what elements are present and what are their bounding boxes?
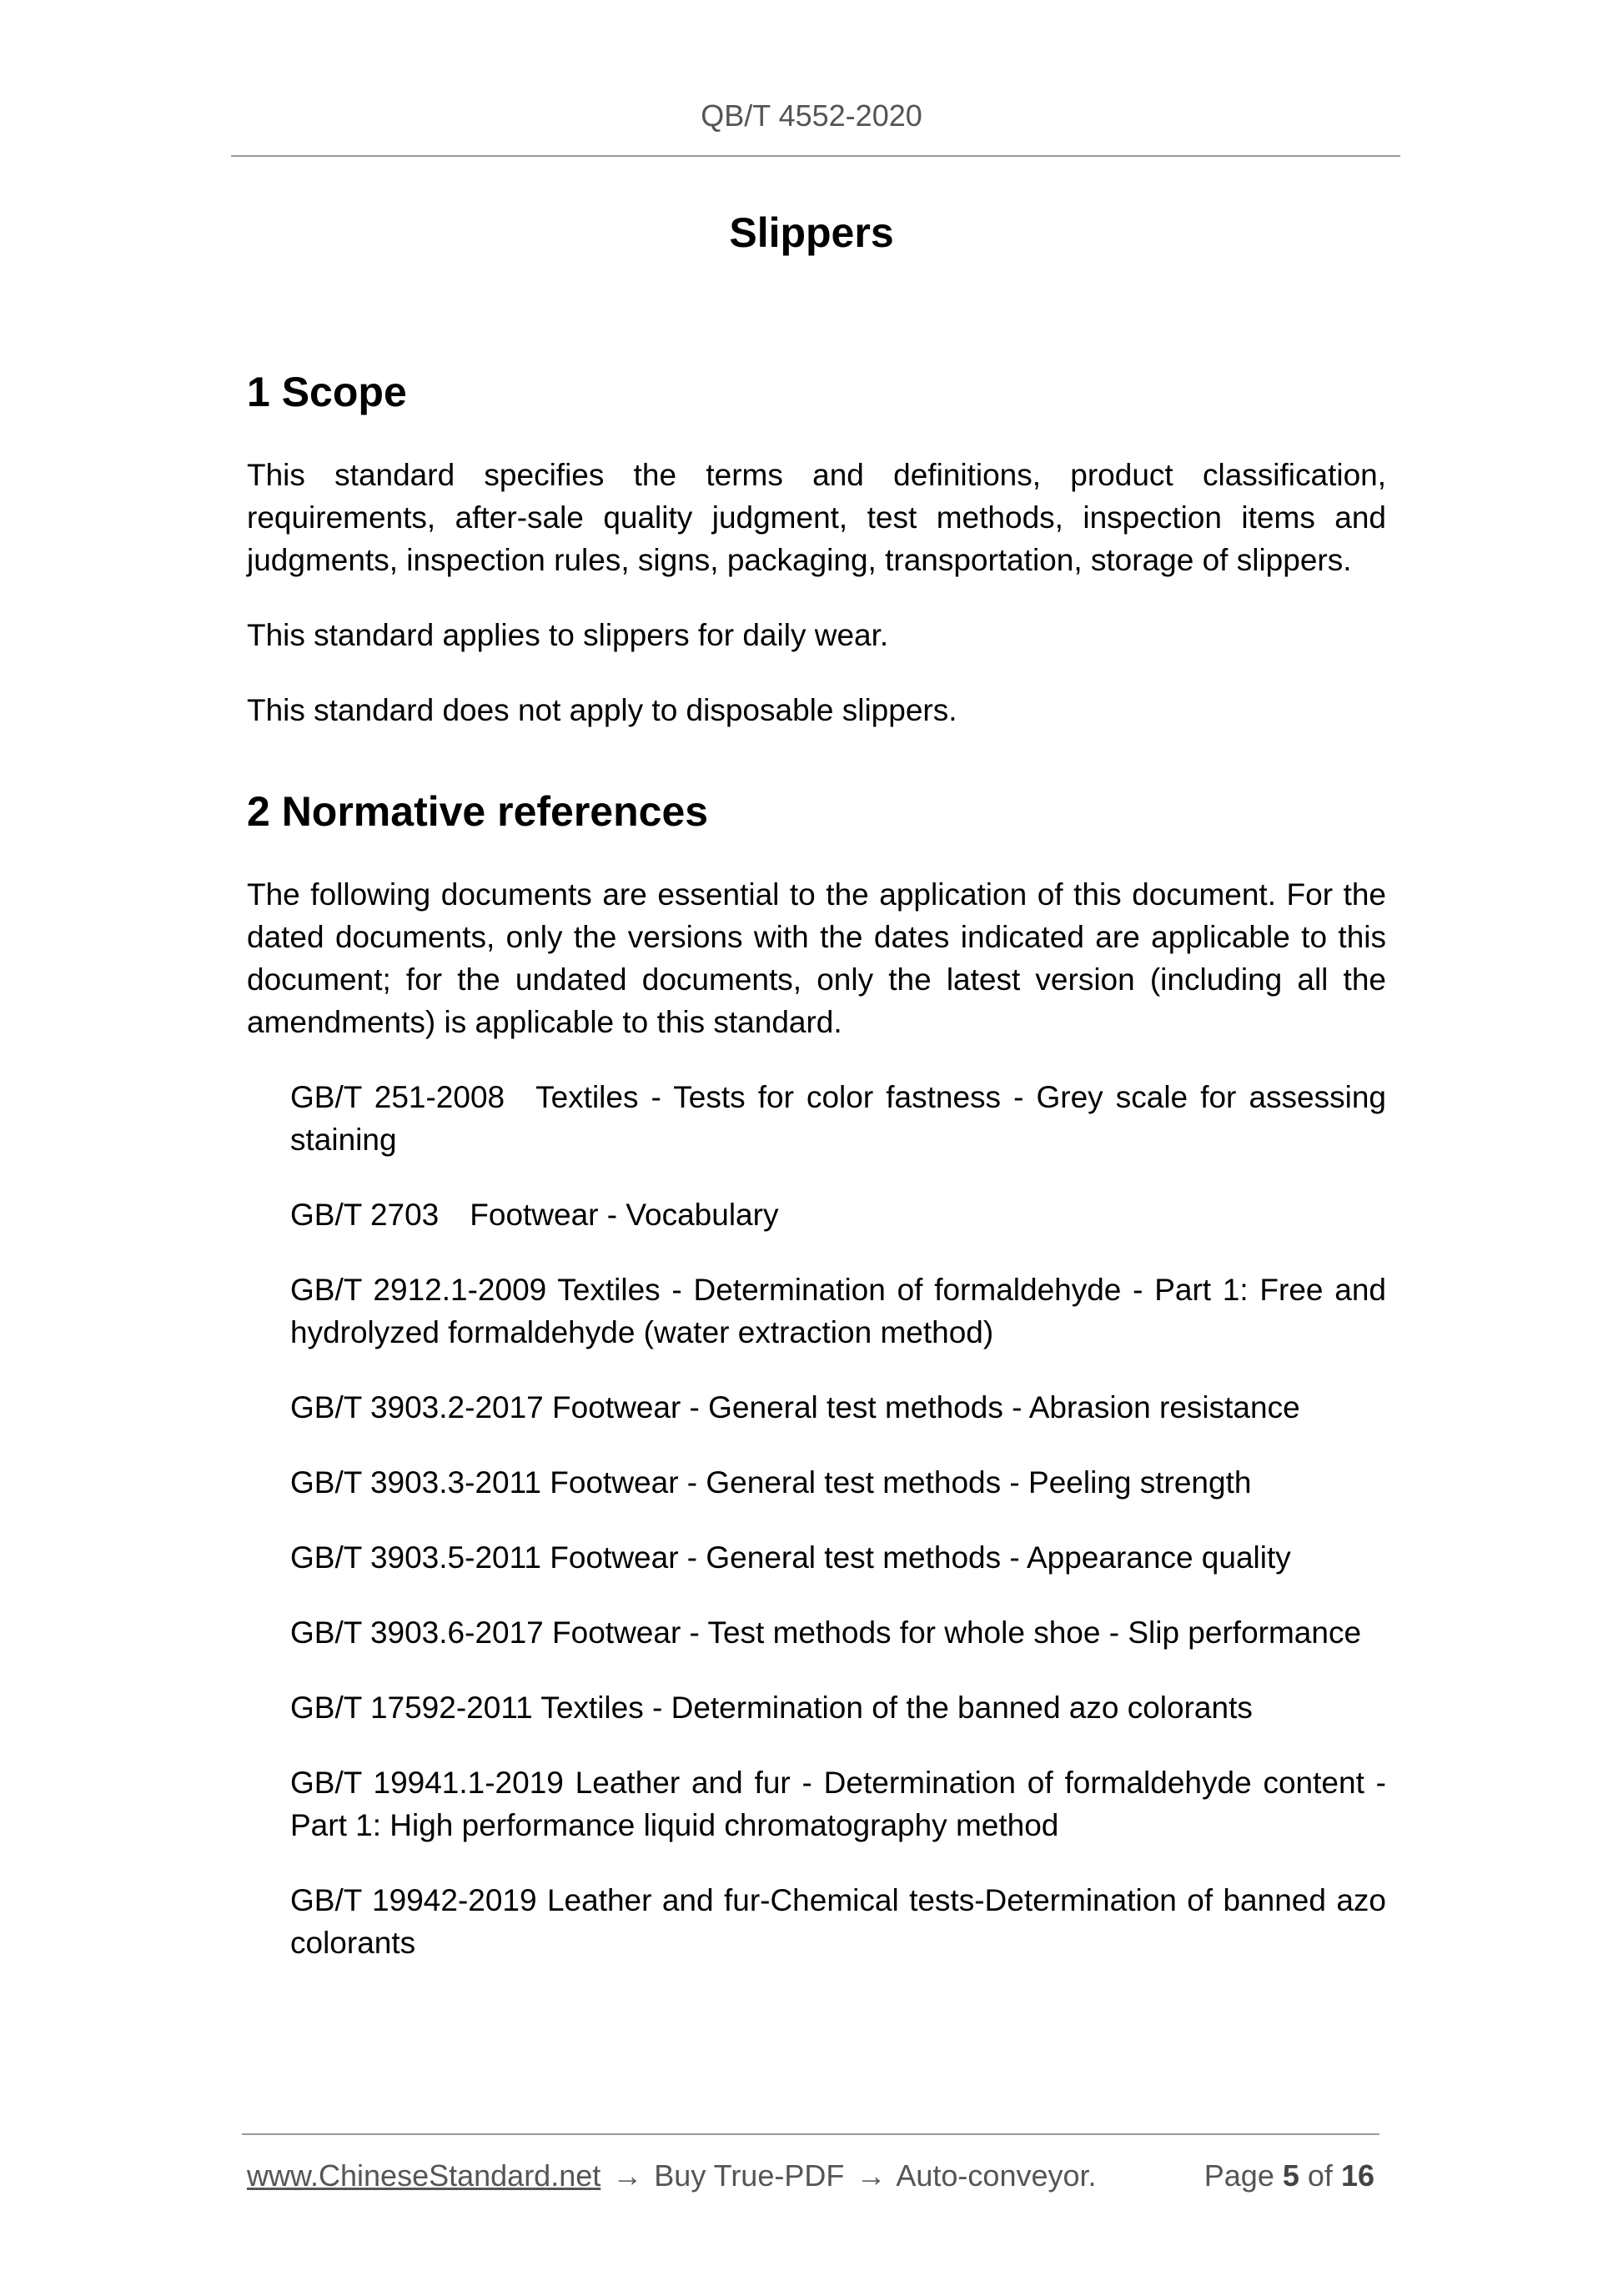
current-page-number: 5 <box>1282 2158 1299 2193</box>
arrow-right-icon: → <box>612 2158 643 2193</box>
scope-paragraph-3: This standard does not apply to disposable slippers. <box>247 693 957 727</box>
of-label: of <box>1307 2158 1333 2193</box>
page-content <box>247 367 1386 1997</box>
scope-paragraph-1: This standard specifies the terms and definitions, product classification, requirements, after-sale quality judgment, test methods, inspection items and judgments, inspection rules, signs, packaging, transportation, storage of slippers. <box>247 458 1386 577</box>
site-link[interactable]: www.ChineseStandard.net <box>247 2158 601 2193</box>
reference-list <box>247 1076 1386 1964</box>
scope-paragraph-2: This standard applies to slippers for daily wear. <box>247 618 889 652</box>
reference-item: GB/T 3903.6-2017 Footwear - Test methods for whole shoe - Slip performance <box>290 1615 1362 1650</box>
section-heading-normative-references: 2 Normative references <box>247 788 709 835</box>
reference-item: GB/T 3903.3-2011 Footwear - General test methods - Peeling strength <box>290 1465 1252 1500</box>
page-header-doc-code: QB/T 4552-2020 <box>701 98 922 133</box>
footer-promo <box>247 2158 1097 2193</box>
reference-item: GB/T 3903.2-2017 Footwear - General test methods - Abrasion resistance <box>290 1390 1300 1424</box>
reference-item: GB/T 2703 Footwear - Vocabulary <box>290 1198 779 1232</box>
reference-item: GB/T 19942-2019 Leather and fur-Chemical tests-Determination of banned azo colorants <box>290 1883 1386 1960</box>
reference-item: GB/T 2912.1-2009 Textiles - Determination of formaldehyde - Part 1: Free and hydrolyzed formaldehyde (water extraction method) <box>290 1273 1386 1349</box>
reference-item: GB/T 17592-2011 Textiles - Determination of the banned azo colorants <box>290 1691 1253 1725</box>
auto-conveyor-text: Auto-conveyor. <box>896 2158 1097 2193</box>
document-title: Slippers <box>729 209 894 256</box>
page-label: Page <box>1203 2158 1274 2193</box>
page-number <box>1204 2158 1374 2193</box>
reference-item: GB/T 3903.5-2011 Footwear - General test methods - Appearance quality <box>290 1540 1291 1575</box>
footer-divider <box>242 2133 1379 2135</box>
reference-item: GB/T 251-2008 Textiles - Tests for color fastness - Grey scale for assessing staining <box>290 1080 1386 1157</box>
total-page-number: 16 <box>1340 2158 1374 2193</box>
reference-item: GB/T 19941.1-2019 Leather and fur - Determination of formaldehyde content - Part 1: High performance liquid chromatography method <box>290 1766 1386 1842</box>
header-divider <box>231 155 1400 157</box>
arrow-right-icon: → <box>856 2158 887 2193</box>
normative-intro-paragraph: The following documents are essential to the application of this document. For the dated documents, only the versions with the dates indicated are applicable to this document; for the undated documents, only the latest version (including all the amendments) is applicable to this standard. <box>247 877 1386 1039</box>
buy-true-pdf-text: Buy True-PDF <box>654 2158 845 2193</box>
section-heading-scope: 1 Scope <box>247 369 407 415</box>
